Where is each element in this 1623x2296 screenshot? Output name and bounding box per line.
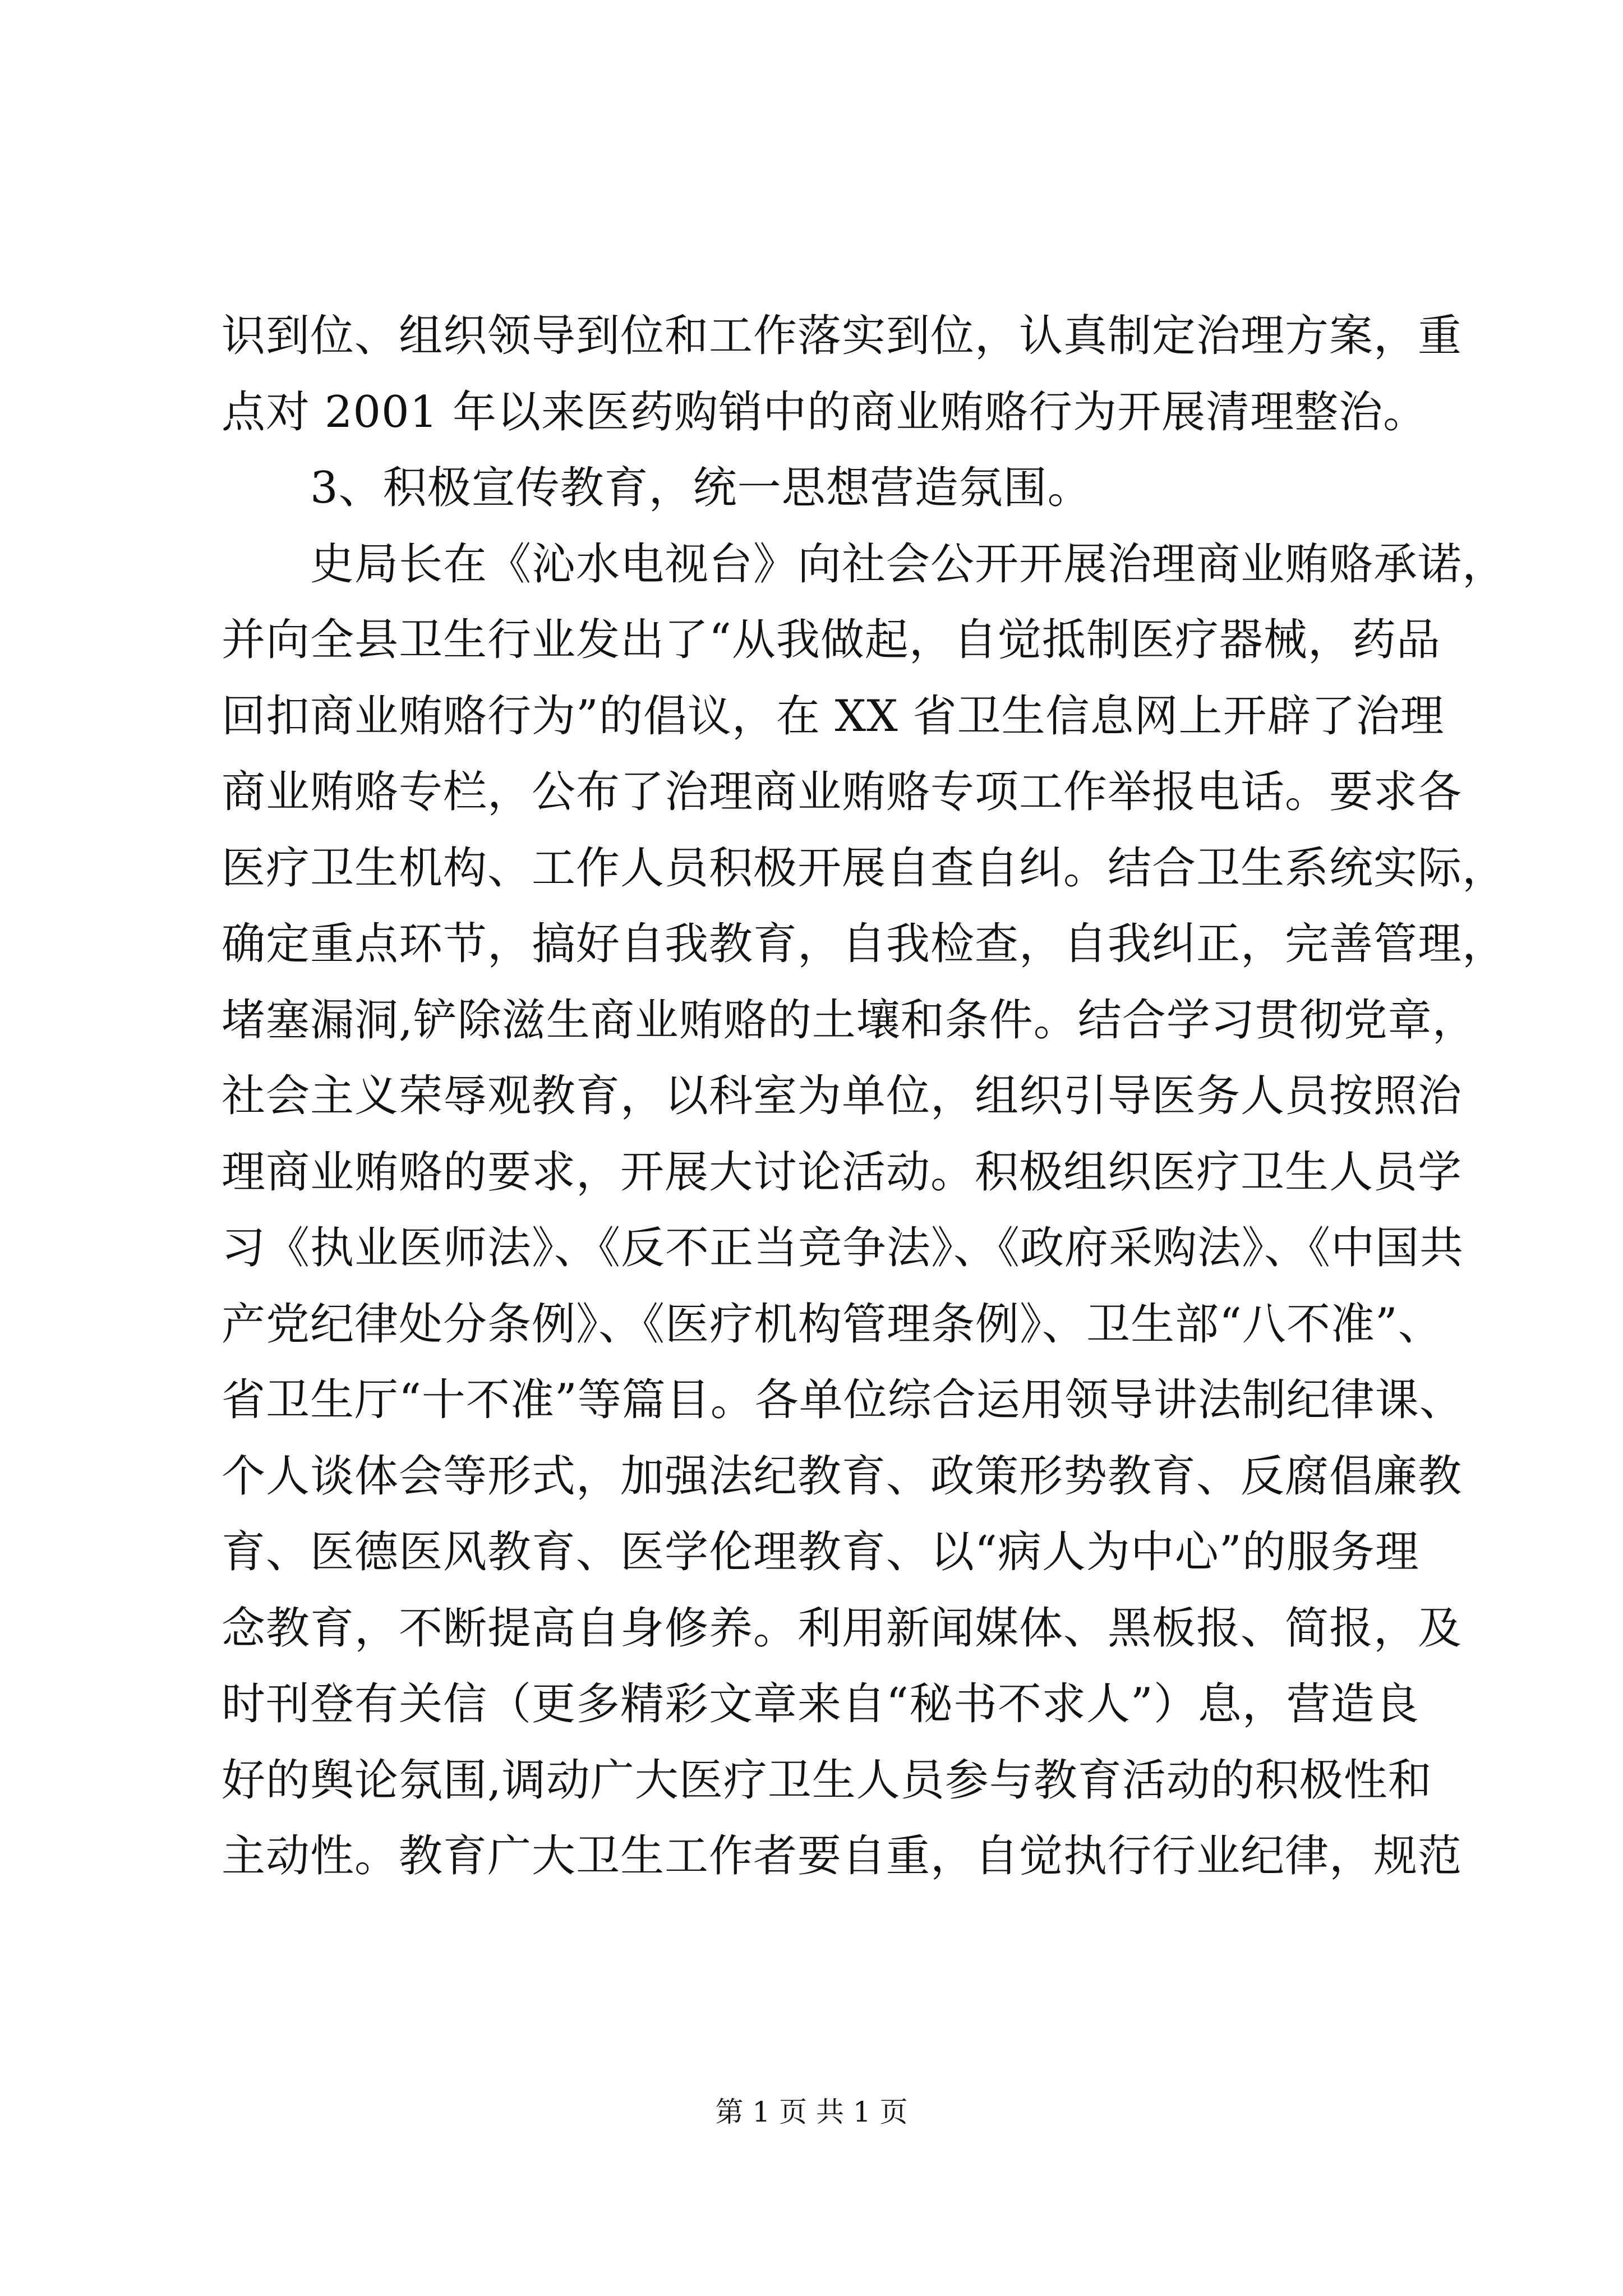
text-line: 理商业贿赂的要求，开展大讨论活动。积极组织医疗卫生人员学: [222, 1147, 1463, 1198]
page-footer: [0, 2092, 1623, 2132]
text-line: 并向全县卫生行业发出了“从我做起，自觉抵制医疗器械，药品: [222, 615, 1441, 665]
section-heading: 3、积极宣传教育，统一思想营造氛围。: [310, 463, 1092, 513]
document-body: [222, 298, 1507, 1895]
text-line: 堵塞漏洞,铲除滋生商业贿赂的土壤和条件。结合学习贯彻党章，: [222, 995, 1477, 1046]
text-line: 史局长在《沁水电视台》向社会公开开展治理商业贿赂承诺，: [310, 539, 1507, 590]
text-line: 时刊登有关信（更多精彩文章来自“秘书不求人”）息，营造良: [222, 1679, 1419, 1729]
text-line: 确定重点环节，搞好自我教育，自我检查，自我纠正，完善管理，: [222, 919, 1507, 969]
text-line: 念教育，不断提高自身修养。利用新闻媒体、黑板报、简报，及: [222, 1603, 1463, 1654]
text-line: 回扣商业贿赂行为”的倡议，在 XX 省卫生信息网上开辟了治理: [222, 691, 1445, 742]
text-line: 社会主义荣辱观教育，以科室为单位，组织引导医务人员按照治: [222, 1071, 1463, 1121]
text-line: 习《执业医师法》、《反不正当竞争法》、《政府采购法》、《中国共: [222, 1223, 1464, 1273]
text-line: 主动性。教育广大卫生工作者要自重，自觉执行行业纪律，规范: [222, 1831, 1463, 1881]
text-line: 产党纪律处分条例》、《医疗机构管理条例》、卫生部“八不准”、: [222, 1299, 1442, 1350]
text-line: 育、医德医风教育、医学伦理教育、以“病人为中心”的服务理: [222, 1527, 1419, 1577]
text-line: 省卫生厅“十不准”等篇目。各单位综合运用领导讲法制纪律课、: [222, 1375, 1464, 1425]
text-line: 个人谈体会等形式，加强法纪教育、政策形势教育、反腐倡廉教: [222, 1451, 1463, 1502]
text-line: 点对 2001 年以来医药购销中的商业贿赂行为开展清理整治。: [222, 386, 1428, 438]
page-number-label: 第 1 页 共 1 页: [715, 2096, 908, 2128]
text-line: 商业贿赂专栏，公布了治理商业贿赂专项工作举报电话。要求各: [222, 767, 1463, 817]
text-line: 医疗卫生机构、工作人员积极开展自查自纠。结合卫生系统实际，: [222, 843, 1507, 894]
text-line: 识到位、组织领导到位和工作落实到位，认真制定治理方案，重: [222, 311, 1463, 361]
text-line: 好的舆论氛围,调动广大医疗卫生人员参与教育活动的积极性和: [222, 1755, 1432, 1806]
